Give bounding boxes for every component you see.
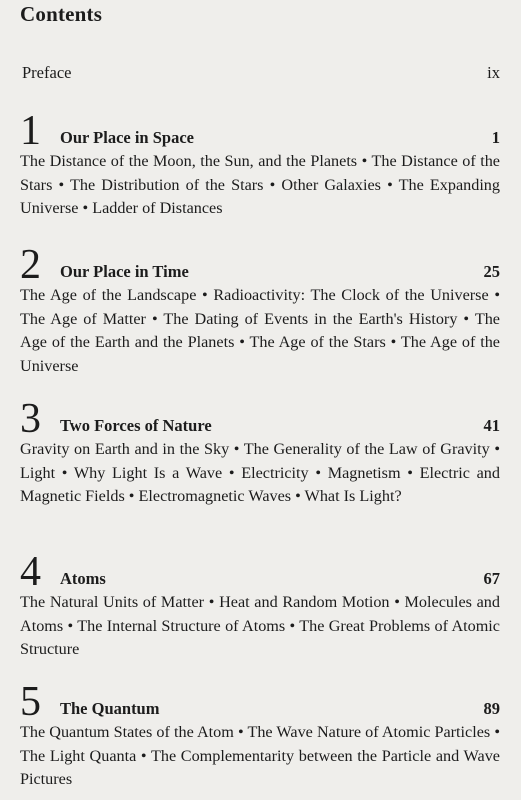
chapter-description: Gravity on Earth and in the Sky • The Generality of the Law of Gravity • Light • Why Light Is a Wave • Electricity • Magnetism • Electric and Magnetic Fields • Electromagnetic Waves • What Is Light? <box>20 440 500 505</box>
chapter-title: Our Place in Time <box>60 262 189 281</box>
chapter-page-number: 41 <box>483 416 500 435</box>
preface-entry[interactable] <box>22 63 500 83</box>
chapter-entry-4[interactable] <box>20 549 500 662</box>
preface-page-number: ix <box>487 63 500 82</box>
page-title: Contents <box>20 2 103 26</box>
chapter-header <box>20 549 500 595</box>
chapter-header <box>20 108 500 154</box>
chapter-number: 5 <box>20 679 41 725</box>
chapter-page-number: 25 <box>483 262 500 281</box>
chapter-entry-5[interactable] <box>20 679 500 792</box>
chapter-description: The Distance of the Moon, the Sun, and the Planets • The Distance of the Stars • The Distribution of the Stars • Other Galaxies • The Expanding Universe • Ladder of Distances <box>20 152 500 217</box>
chapter-number: 4 <box>20 549 41 595</box>
chapter-page-number: 89 <box>483 699 500 718</box>
chapter-number: 3 <box>20 396 41 442</box>
chapter-entry-2[interactable] <box>20 242 500 378</box>
chapter-page-number: 1 <box>491 128 500 147</box>
chapter-header <box>20 679 500 725</box>
chapter-title: Our Place in Space <box>60 128 194 147</box>
chapter-number: 2 <box>20 242 41 288</box>
chapter-number: 1 <box>20 108 41 154</box>
chapter-entry-3[interactable] <box>20 396 500 509</box>
chapter-page-number: 67 <box>483 569 500 588</box>
chapter-description: The Natural Units of Matter • Heat and Random Motion • Molecules and Atoms • The Internal Structure of Atoms • The Great Problems of Atomic Structure <box>20 593 500 658</box>
chapter-title: Atoms <box>60 569 106 588</box>
chapter-entry-1[interactable] <box>20 108 500 221</box>
chapter-title: The Quantum <box>60 699 160 718</box>
chapter-description: The Age of the Landscape • Radioactivity: The Clock of the Universe • The Age of Matter • The Dating of Events in the Earth's History • The Age of the Earth and the Planets • The Age of the Stars • The Age of the Universe <box>20 286 500 375</box>
chapter-title: Two Forces of Nature <box>60 416 212 435</box>
chapter-header <box>20 242 500 288</box>
chapter-description: The Quantum States of the Atom • The Wave Nature of Atomic Particles • The Light Quanta • The Complementarity between the Particle and Wave Pictures <box>20 723 500 788</box>
preface-label: Preface <box>22 63 72 82</box>
chapter-header <box>20 396 500 442</box>
